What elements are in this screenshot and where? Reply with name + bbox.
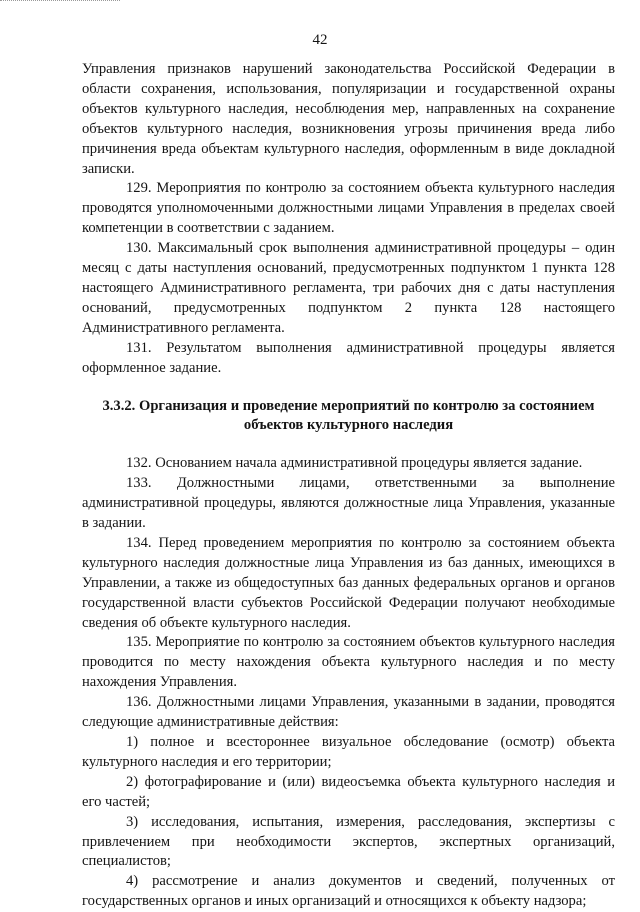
list-item-1: 1) полное и всестороннее визуальное обследование (осмотр) объекта культурного наследия и его территории; (82, 734, 615, 770)
paragraph-132: 132. Основанием начала административной процедуры является задание. (126, 455, 583, 472)
paragraph-136: 136. Должностными лицами Управления, указанными в задании, проводятся следующие административные действия: (82, 694, 615, 731)
document-body (82, 60, 615, 912)
paragraph-133: 133. Должностными лицами, ответственными за выполнение административной процедуры, являются должностные лица Управления, указанные в задании. (82, 475, 615, 532)
paragraph-129: 129. Мероприятия по контролю за состоянием объекта культурного наследия проводятся уполномоченными должностными лицами Управления в пределах своей компетенции в соответствии с заданием. (82, 180, 615, 237)
paragraph-131: 131. Результатом выполнения административной процедуры является оформленное задание. (82, 339, 615, 376)
list-item-2: 2) фотографирование и (или) видеосъемка объекта культурного наследия и его частей; (82, 773, 615, 810)
list-item-4: 4) рассмотрение и анализ документов и сведений, полученных от государственных органов и иных организаций и относящихся к объекту надзора; (82, 873, 615, 910)
list-item-3: 3) исследования, испытания, измерения, расследования, экспертизы с привлечением при необходимости экспертов, экспертных организаций, специалистов; (82, 813, 615, 870)
paragraph-continuation: Управления признаков нарушений законодательства Российской Федерации в области сохранения, использования, популяризации и государственной охраны объектов культурного наследия, несоблюдения мер, направленных на сохранение объектов культурного наследия, возникновения угрозы причинения вреда либо причинения вреда объектам культурного наследия, оформленным в виде докладной записки. (82, 61, 615, 177)
paragraph-130: 130. Максимальный срок выполнения административной процедуры – один месяц с даты наступления оснований, предусмотренных подпунктом 1 пункта 128 настоящего Административного регламента, три рабочих дня с даты наступления оснований, предусмотренных подпунктом 2 пункта 128 настоящего Административного регламента. (82, 240, 615, 336)
scan-top-dotted-line (0, 0, 120, 2)
section-heading: 3.3.2. Организация и проведение мероприятий по контролю за состоянием объектов культурного наследия (102, 397, 595, 434)
page-number: 42 (312, 32, 328, 48)
paragraph-134: 134. Перед проведением мероприятия по контролю за состоянием объекта культурного наследия должностные лица Управления из баз данных, имеющихся в Управлении, а также из общедоступных баз данных федеральных органов и органов государственной власти субъектов Российской Федерации получают необходимые сведения об объекте культурного наследия. (82, 534, 615, 631)
paragraph-135: 135. Мероприятие по контролю за состоянием объектов культурного наследия проводится по месту нахождения объекта культурного наследия и по месту нахождения Управления. (82, 634, 615, 691)
